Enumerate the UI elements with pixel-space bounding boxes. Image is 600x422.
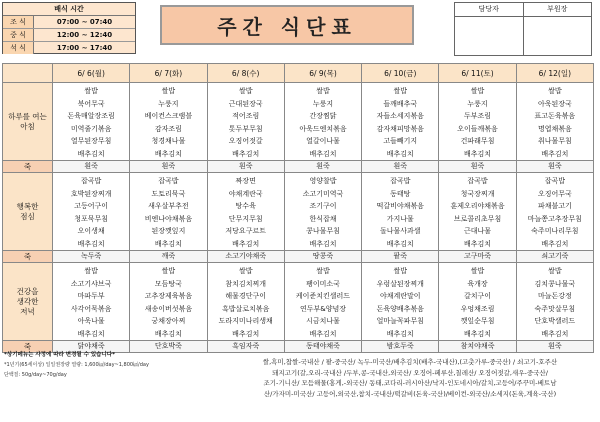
menu-item: 배추김치 xyxy=(232,149,260,158)
menu-item: 쌀밥 xyxy=(84,87,98,95)
origin-line: 조기-기니산/ 모듬해물(홍게,-외국산/ 동태,코다리-러시아산/낙지-인도네시아/갈치,고등어/주꾸미-베트남 xyxy=(263,379,557,387)
menu-item: 간장찜닭 xyxy=(309,112,337,120)
menu-item: 톳두부무침 xyxy=(228,124,263,133)
menu-item: 짜장면 xyxy=(235,177,256,185)
page-title: 주간 식단표 xyxy=(160,5,414,45)
day-header: 6/ 7(화) xyxy=(130,64,207,83)
menu-item: 파채불고기 xyxy=(537,202,572,210)
menu-item: 취나물무침 xyxy=(537,137,572,145)
menu-item: 열갈이나물 xyxy=(306,137,340,145)
meal-label: 건강을 생각한 저녁 xyxy=(3,263,53,341)
meal-label: 행복한 점심 xyxy=(3,173,53,251)
menu-item: 쌀밥 xyxy=(161,267,176,275)
menu-item: 오징어젓갈 xyxy=(228,137,263,145)
menu-item: 쌀밥 xyxy=(316,87,330,95)
menu-item: 도토리묵국 xyxy=(151,189,186,198)
porridge-cell: 고구마죽 xyxy=(439,251,516,263)
porridge-row xyxy=(3,161,594,173)
menu-cell xyxy=(284,83,361,161)
menu-item: 배추김치 xyxy=(386,149,414,158)
menu-item: 잡곡밥 xyxy=(80,177,102,185)
menu-item: 배추김치 xyxy=(309,149,337,158)
menu-item: 오징어무국 xyxy=(537,189,572,198)
menu-item: 팽이미소국 xyxy=(306,279,340,288)
origin-line: 돼지고기(갈,오리-국내산 /두부,콩-국내산,외국산/ 오징어-페루산,칠레산/ 오징어젓갈,새우-중국산/ xyxy=(272,368,548,377)
menu-item: 명엽채볶음 xyxy=(537,124,572,133)
menu-item: 쌀밥 xyxy=(84,267,98,275)
menu-item: 숙주맛살무침 xyxy=(534,304,576,313)
menu-item: 저당요구르트 xyxy=(225,227,266,235)
porridge-label: 죽 xyxy=(3,341,53,353)
menu-item: 배추김치 xyxy=(386,329,414,338)
porridge-cell: 흰죽 xyxy=(439,161,516,173)
change-notice: *상기메뉴는 사정에 따라 변경될 수 있습니다* xyxy=(4,352,115,358)
menu-cell xyxy=(516,83,593,161)
menu-cell xyxy=(362,263,439,341)
porridge-cell: 동태야채죽 xyxy=(284,341,361,353)
menu-cell xyxy=(207,173,284,251)
menu-item: 가지나물 xyxy=(386,214,414,223)
menu-cell xyxy=(284,173,361,251)
porridge-cell: 단호박죽 xyxy=(130,341,207,353)
porridge-cell: 흰죽 xyxy=(284,161,361,173)
menu-item: 배추김치 xyxy=(464,329,492,338)
menu-cell xyxy=(207,83,284,161)
menu-cell xyxy=(53,263,130,341)
menu-item: 사각어묵볶음 xyxy=(70,304,112,313)
menu-item: 쌀밥 xyxy=(393,87,408,95)
menu-item: 배추김치 xyxy=(232,329,260,338)
menu-item: 돈육양배추볶음 xyxy=(376,304,424,313)
menu-item: 감자조림 xyxy=(154,124,182,133)
menu-item: 숙주미나리무침 xyxy=(531,227,579,235)
menu-cell xyxy=(130,263,207,341)
meal-row xyxy=(3,173,594,251)
menu-item: 청국장찌개 xyxy=(460,189,495,198)
menu-item: 북어무국 xyxy=(77,99,105,108)
day-header: 6/ 10(금) xyxy=(362,64,439,83)
menu-item: 궁채장아찌 xyxy=(151,317,186,325)
menu-item: 브로콜리초무침 xyxy=(453,214,502,223)
menu-item: 쌀밥 xyxy=(470,267,485,275)
day-header: 6/ 9(목) xyxy=(284,64,361,83)
meal-row xyxy=(3,83,594,161)
porridge-row xyxy=(3,251,594,263)
menu-cell xyxy=(362,173,439,251)
menu-cell xyxy=(362,83,439,161)
menu-item: 쌀밥 xyxy=(548,87,562,95)
menu-item: 야채계란국 xyxy=(228,189,263,198)
menu-item: 미역줄기볶음 xyxy=(70,124,112,133)
nutrition-notes xyxy=(4,350,224,380)
menu-item: 도라지미나리생채 xyxy=(218,317,273,325)
menu-item: 잡곡밥 xyxy=(390,177,411,185)
menu-item: 소고기미역국 xyxy=(302,189,344,198)
menu-item: 동태탕 xyxy=(390,189,411,198)
porridge-cell: 흰죽 xyxy=(207,161,284,173)
menu-cell xyxy=(439,173,516,251)
menu-item: 배추김치 xyxy=(77,239,105,248)
menu-item: 아욱드엔치볶음 xyxy=(299,124,347,133)
approval-signature-vice-director[interactable] xyxy=(524,17,592,55)
meal-time-label: 석 식 xyxy=(3,42,34,54)
menu-item: 훈제오리야채볶음 xyxy=(450,202,505,210)
meal-row xyxy=(3,263,594,341)
menu-item: 배추김치 xyxy=(541,329,569,338)
menu-cell xyxy=(516,173,593,251)
porridge-cell: 밤호두죽 xyxy=(362,341,439,353)
menu-cell xyxy=(130,173,207,251)
menu-item: 배추김치 xyxy=(77,329,105,338)
meal-time-value: 17:00 ~ 17:40 xyxy=(56,44,113,52)
menu-item: 배추김치 xyxy=(77,149,105,158)
day-header-row xyxy=(3,64,594,83)
menu-item: 새우살부추전 xyxy=(148,202,189,210)
menu-item: 배추김치 xyxy=(309,329,337,338)
menu-item: 건파래무침 xyxy=(460,137,495,145)
menu-item: 배추김치 xyxy=(154,149,182,158)
porridge-cell: 참치야채죽 xyxy=(439,341,516,353)
menu-item: 비엔나야채볶음 xyxy=(144,214,193,223)
menu-item: 조기구이 xyxy=(309,202,337,210)
menu-item: 쌀밥 xyxy=(238,267,253,275)
menu-item: 얼마늘꼭파무침 xyxy=(376,317,424,325)
menu-item: 시금치나물 xyxy=(306,317,340,325)
meal-time-title: 배식 시간 xyxy=(3,3,135,16)
menu-item: 쌀밥 xyxy=(548,267,562,275)
menu-item: 된장깻잎지 xyxy=(151,227,186,235)
menu-item: 적어조림 xyxy=(232,112,260,120)
menu-item: 새송이버섯볶음 xyxy=(144,304,193,313)
porridge-cell: 쇠고기죽 xyxy=(516,251,593,263)
menu-item: 누룽지 xyxy=(467,99,488,108)
menu-cell xyxy=(53,173,130,251)
menu-item: 배추김치 xyxy=(541,149,569,158)
meal-label: 하루를 여는 아침 xyxy=(3,83,53,161)
menu-item: 탕수육 xyxy=(235,202,256,210)
menu-item: 깻잎순무침 xyxy=(460,317,495,325)
meal-time-value: 12:00 ~ 12:40 xyxy=(56,31,113,39)
menu-item: 한식잡채 xyxy=(309,214,337,223)
menu-item: 배추김치 xyxy=(232,239,260,248)
menu-item: 잡곡밥 xyxy=(544,177,565,185)
menu-item: 쌀밥 xyxy=(393,267,408,275)
menu-item: 연두부&양념장 xyxy=(299,304,346,313)
menu-cell xyxy=(439,83,516,161)
menu-item: 갈치구이 xyxy=(464,292,492,300)
menu-cell xyxy=(130,83,207,161)
menu-item: 우엉채조림 xyxy=(460,304,495,313)
menu-item: 쌀밥 xyxy=(316,267,330,275)
menu-item: 배추김치 xyxy=(464,149,492,158)
menu-item: 호박된장찌개 xyxy=(70,189,112,198)
menu-item: 배추김치 xyxy=(464,239,492,248)
origin-line: 쌀,흑미,찹쌀-국내산 / 팥-중국산/ 녹두-미국산/배추김치(배추-국내산),(고춧가루-중국산) / 쇠고기-호주산 xyxy=(262,358,558,366)
menu-item: 소고기샤브국 xyxy=(70,279,112,288)
menu-item: 아욱나물 xyxy=(77,317,105,325)
menu-item: 마늘돈강정 xyxy=(537,292,572,300)
porridge-cell: 팥죽 xyxy=(362,251,439,263)
approval-box xyxy=(454,2,592,56)
day-header: 6/ 12(일) xyxy=(516,64,593,83)
porridge-cell: 흰죽 xyxy=(516,161,593,173)
menu-item: 베이컨스크램블 xyxy=(144,112,193,120)
menu-item: 청경채나물 xyxy=(151,137,186,145)
menu-item: 감자채피망볶음 xyxy=(376,124,424,133)
day-header: 6/ 6(월) xyxy=(53,64,130,83)
menu-item: 근대된장국 xyxy=(228,99,263,108)
day-header: 6/ 11(토) xyxy=(439,64,516,83)
menu-item: 해물경단구이 xyxy=(225,292,266,300)
corner-cell xyxy=(3,64,53,83)
menu-item: 고들빼기지 xyxy=(383,137,418,145)
menu-item: 잡곡밥 xyxy=(467,177,488,185)
menu-cell xyxy=(53,83,130,161)
menu-item: 콩나물무침 xyxy=(306,227,340,235)
porridge-cell: 흰죽 xyxy=(362,161,439,173)
menu-item: 들깨배추국 xyxy=(383,99,418,108)
porridge-cell: 땅콩죽 xyxy=(284,251,361,263)
menu-item: 배추김치 xyxy=(154,239,182,248)
menu-cell xyxy=(207,263,284,341)
menu-item: 쌀밥 xyxy=(161,87,176,95)
meal-time-label: 조 식 xyxy=(3,16,34,28)
menu-item: 근대나물 xyxy=(464,227,492,235)
menu-item: 고추장제육볶음 xyxy=(144,292,193,300)
porridge-cell: 녹두죽 xyxy=(53,251,130,263)
menu-item: 오이생채 xyxy=(77,227,105,235)
menu-item: 쌀밥 xyxy=(470,87,485,95)
menu-item: 마늘쫑고추장무침 xyxy=(527,214,582,223)
menu-item: 단호박샐러드 xyxy=(534,317,576,325)
menu-item: 배추김치 xyxy=(386,239,414,248)
calorie-note: *1년기(65세이상) 일일권장량 열량: 1,600㎉/day~1,800㎉/day xyxy=(4,362,149,368)
porridge-cell: 닭야채죽 xyxy=(53,341,130,353)
menu-item: 케이준치킨샐러드 xyxy=(295,292,351,300)
menu-item: 떡갈비야채볶음 xyxy=(376,202,424,210)
menu-item: 돌나물사과샐 xyxy=(379,227,421,235)
porridge-cell: 흰죽 xyxy=(53,161,130,173)
meal-time-value: 07:00 ~ 07:40 xyxy=(56,18,113,26)
porridge-label: 죽 xyxy=(3,161,53,173)
approval-signature-manager[interactable] xyxy=(455,17,524,55)
menu-item: 오이들깨볶음 xyxy=(457,124,498,133)
menu-item: 영양찰밥 xyxy=(309,177,337,185)
menu-item: 자들소세지볶음 xyxy=(376,112,424,120)
porridge-cell: 흰죽 xyxy=(130,161,207,173)
origin-line: 산/가자미-미국산/ 고등어,외국산,참치-국내산/떡갈비(돈육-국산)/베이컨-외국산/소세지(돈육,계육-국산) xyxy=(263,389,557,398)
meal-time-label: 중 식 xyxy=(3,29,34,41)
porridge-cell: 흑임자죽 xyxy=(207,341,284,353)
approval-label-vice-director: 부원장 xyxy=(547,5,568,13)
porridge-cell: 흰죽 xyxy=(516,341,593,353)
menu-item: 누룽지 xyxy=(158,99,179,108)
menu-item: 육개장 xyxy=(467,279,488,288)
menu-item: 청포묵무침 xyxy=(74,214,109,223)
protein-note: 단백질: 50g/day~70g/day xyxy=(4,372,67,378)
menu-item: 흑밥살로치볶음 xyxy=(222,304,270,313)
menu-item: 누룽지 xyxy=(312,99,334,108)
menu-item: 야채계란말이 xyxy=(379,292,421,300)
meal-time-row-dinner xyxy=(3,42,135,54)
menu-item: 잡곡밥 xyxy=(158,177,179,185)
menu-item: 고등어구이 xyxy=(74,202,109,210)
weekly-menu-table xyxy=(2,63,594,353)
menu-item: 우렁살된장찌개 xyxy=(376,279,424,288)
porridge-label: 죽 xyxy=(3,251,53,263)
porridge-cell: 깨죽 xyxy=(130,251,207,263)
menu-item: 두부조림 xyxy=(464,112,492,120)
menu-item: 돈육매알장조림 xyxy=(67,112,115,120)
menu-cell xyxy=(516,263,593,341)
menu-item: 모듬탕국 xyxy=(154,279,182,288)
menu-item: 김치콩나물국 xyxy=(534,279,576,288)
meal-time-row-lunch xyxy=(3,29,135,42)
menu-cell xyxy=(439,263,516,341)
menu-item: 마파두부 xyxy=(77,292,105,300)
menu-item: 참치김치찌개 xyxy=(225,279,266,288)
origin-info xyxy=(228,357,592,399)
menu-item: 배추김치 xyxy=(541,239,569,248)
menu-item: 열무된장무침 xyxy=(70,137,112,145)
menu-item: 아욱된장국 xyxy=(537,99,572,108)
menu-item: 표고돈육볶음 xyxy=(534,112,576,120)
menu-item: 배추김치 xyxy=(309,239,337,248)
meal-time-row-breakfast xyxy=(3,16,135,29)
approval-label-manager: 담당자 xyxy=(455,3,524,16)
menu-item: 배추김치 xyxy=(154,329,182,338)
day-header: 6/ 8(수) xyxy=(207,64,284,83)
porridge-cell: 소고기야채죽 xyxy=(207,251,284,263)
menu-item: 쌀밥 xyxy=(238,87,253,95)
menu-cell xyxy=(284,263,361,341)
menu-item: 단무지무침 xyxy=(228,214,263,223)
meal-time-box xyxy=(2,2,136,54)
